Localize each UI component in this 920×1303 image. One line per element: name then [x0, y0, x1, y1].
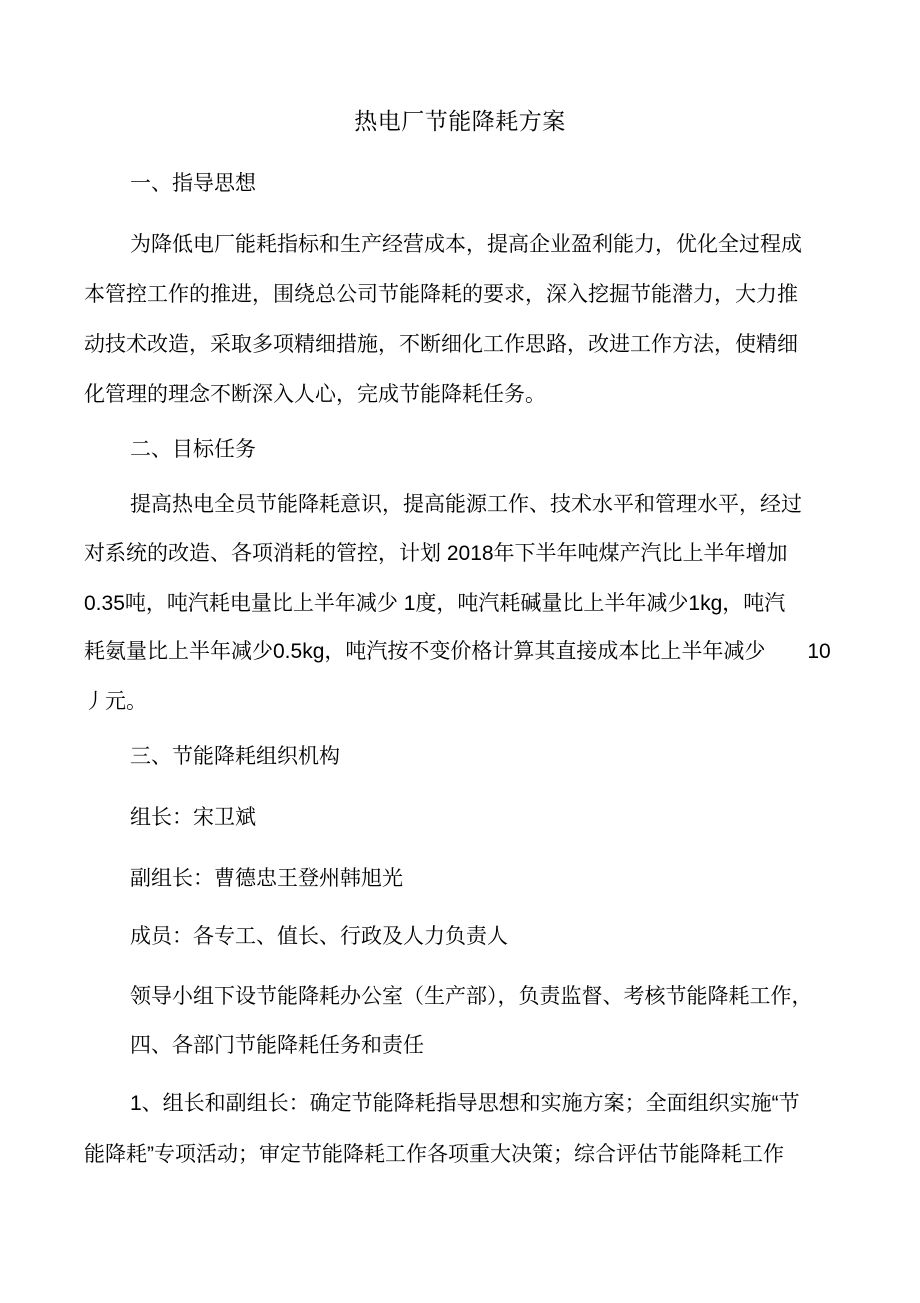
para-guiding-ideology-line-3: 动技术改造，采取多项精细措施，不断细化工作思路，改进工作方法，使精细: [84, 333, 798, 356]
para-target-tasks-line-1: 提高热电全员节能降耗意识，提高能源工作、技术水平和管理水平，经过: [130, 493, 802, 516]
line-office-note: 领导小组下设节能降耗办公室（生产部），负责监督、考核节能降耗工作，: [130, 985, 813, 1008]
document-title: 热电厂节能降耗方案: [354, 108, 566, 134]
section-heading-organization: 三、节能降耗组织机构: [130, 745, 340, 768]
para-duties-line-2: 能降耗”专项活动；审定节能降耗工作各项重大决策；综合评估节能降耗工作: [84, 1143, 784, 1166]
para-target-tasks-line-2: 对系统的改造、各项消耗的管控，计划 2018年下半年吨煤产汽比上半年增加: [84, 542, 788, 565]
para-guiding-ideology-line-2: 本管控工作的推进，围绕总公司节能降耗的要求，深入挖掘节能潜力，大力推: [84, 283, 798, 306]
para-duties-line-1: 1、组长和副组长：确定节能降耗指导思想和实施方案；全面组织实施“节: [130, 1092, 800, 1115]
para-target-tasks-line-3: 0.35吨，吨汽耗电量比上半年减少 1度，吨汽耗碱量比上半年减少1kg，吨汽: [84, 592, 786, 615]
para-guiding-ideology-line-4: 化管理的理念不断深入人心，完成节能降耗任务。: [84, 383, 546, 406]
para-target-tasks-line-4: 耗氨量比上半年减少0.5kg，吨汽按不变价格计算其直接成本比上半年减少 10: [84, 640, 831, 663]
section-heading-department-duties: 四、各部门节能降耗任务和责任: [130, 1034, 424, 1057]
para-target-tasks-line-5: 丿元。: [84, 690, 147, 713]
line-members: 成员：各专工、值长、行政及人力负责人: [130, 925, 508, 948]
line-deputy-leaders: 副组长：曹德忠王登州韩旭光: [130, 867, 403, 890]
line-group-leader: 组长：宋卫斌: [130, 806, 256, 829]
section-heading-target-tasks: 二、目标任务: [130, 438, 256, 461]
section-heading-guiding-ideology: 一、指导思想: [130, 172, 256, 195]
para-guiding-ideology-line-1: 为降低电厂能耗指标和生产经营成本，提高企业盈利能力，优化全过程成: [130, 233, 802, 256]
